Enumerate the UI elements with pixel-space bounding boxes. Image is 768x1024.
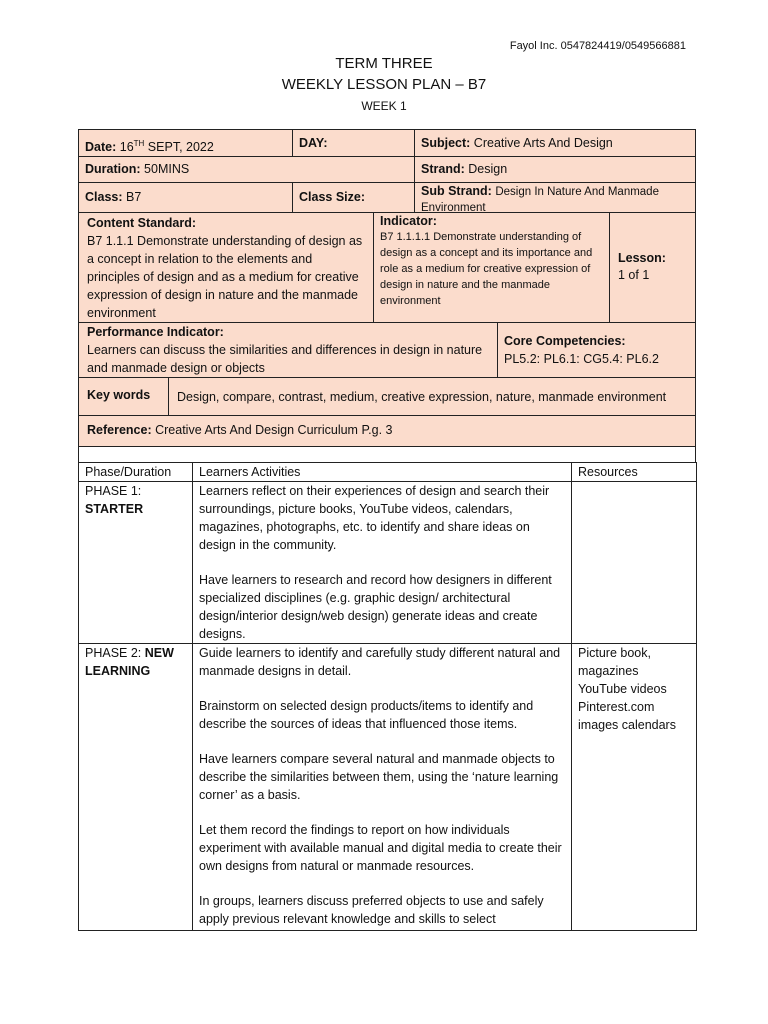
class-label: Class:	[85, 190, 123, 204]
keywords-value: Design, compare, contrast, medium, creative expression, nature, manmade environment	[177, 390, 667, 404]
week-label: WEEK 1	[361, 99, 407, 113]
phase1-resources	[572, 482, 697, 644]
reference-cell	[78, 415, 696, 447]
company-contact: Fayol Inc. 0547824419/0549566881	[509, 40, 686, 52]
date-cell	[78, 129, 293, 157]
content-standard-label: Content Standard:	[87, 216, 197, 230]
phase1-cell	[79, 482, 193, 644]
phase1-activities	[193, 482, 572, 644]
sub-strand-label: Sub Strand:	[421, 184, 492, 198]
strand-cell	[414, 156, 696, 183]
term-title: TERM THREE	[335, 55, 433, 72]
resource-item: magazines	[578, 664, 639, 678]
resource-item: images calendars	[578, 718, 676, 732]
performance-indicator-value: Learners can discuss the similarities and differences in design in nature and manmade design or objects	[87, 343, 483, 375]
sub-strand-cell	[414, 182, 696, 213]
day-label: DAY:	[299, 136, 328, 150]
date-label: Date:	[85, 140, 117, 155]
class-size-label: Class Size:	[299, 190, 366, 204]
keywords-value-cell	[168, 377, 696, 416]
keywords-label: Key words	[87, 388, 151, 402]
duration-label: Duration:	[85, 162, 141, 176]
table-row	[79, 644, 697, 931]
header-learners-activities: Learners Activities	[193, 463, 572, 482]
core-competencies-value: PL5.2: PL6.1: CG5.4: PL6.2	[504, 352, 659, 366]
header-resources: Resources	[572, 463, 697, 482]
phase1-name: STARTER	[85, 502, 144, 516]
date-day: 16	[119, 140, 134, 155]
reference-label: Reference:	[87, 423, 152, 437]
header-phase-duration: Phase/Duration	[79, 463, 193, 482]
phase1-prefix: PHASE 1:	[85, 484, 142, 498]
phase2-resources	[572, 644, 697, 931]
activity-paragraph: Have learners compare several natural and manmade objects to describe the similarities between them, using the ‘nature learning corner’ as a basis.	[199, 752, 559, 802]
resource-item: YouTube videos	[578, 682, 667, 696]
strand-label: Strand:	[421, 162, 465, 176]
lesson-label: Lesson:	[618, 251, 666, 265]
subject-cell	[414, 129, 696, 157]
class-value: B7	[126, 190, 142, 204]
subject-value: Creative Arts And Design	[473, 136, 613, 150]
content-standard-cell	[78, 212, 374, 323]
activity-paragraph: Brainstorm on selected design products/items to identify and describe the sources of ideas that influenced those items.	[199, 699, 534, 731]
core-competencies-label: Core Competencies:	[504, 334, 626, 348]
lesson-value: 1 of 1	[618, 268, 650, 282]
duration-cell	[78, 156, 415, 183]
table-header-row	[79, 463, 697, 482]
table-row	[79, 482, 697, 644]
class-size-cell	[292, 182, 415, 213]
duration-value: 50MINS	[144, 162, 190, 176]
document-header	[0, 54, 768, 116]
sub-strand-value: Design In Nature And Manmade Environment	[421, 186, 659, 214]
activity-paragraph: Let them record the findings to report on how individuals experiment with available manual and digital media to create their own designs from natural or manmade resources.	[199, 823, 562, 873]
phase2-name-2: LEARNING	[85, 664, 151, 678]
date-rest: SEPT, 2022	[144, 140, 214, 155]
lesson-phases-table	[78, 462, 697, 931]
spacer-row	[78, 446, 696, 463]
keywords-label-cell	[78, 377, 169, 416]
date-suffix: TH	[133, 139, 145, 148]
indicator-label: Indicator:	[380, 214, 437, 228]
strand-value: Design	[468, 162, 508, 176]
indicator-value: B7 1.1.1.1 Demonstrate understanding of design as a concept and its importance and role as a medium for creative expression of design in nature and the manmade environment	[380, 231, 593, 307]
resource-item: Pinterest.com	[578, 700, 655, 714]
activity-paragraph: In groups, learners discuss preferred objects to use and safely apply previous relevant knowledge and skills to select	[199, 894, 544, 926]
activity-paragraph: Learners reflect on their experiences of design and search their surroundings, picture books, YouTube videos, calendars, magazines, photographs, etc. to identify and share ideas on design in the community.	[199, 484, 550, 552]
performance-indicator-label: Performance Indicator:	[87, 325, 224, 339]
indicator-cell	[373, 212, 610, 323]
phase2-cell	[79, 644, 193, 931]
resource-item: Picture book,	[578, 646, 651, 660]
activity-paragraph: Have learners to research and record how designers in different specialized disciplines (e.g. graphic design/ architectural design/interior design/web design) generate ideas and create designs.	[199, 573, 552, 641]
content-standard-value: B7 1.1.1 Demonstrate understanding of design as a concept in relation to the elements and principles of design and as a medium for creative expression of design in nature and the manmade environment	[87, 234, 363, 320]
activity-paragraph: Guide learners to identify and carefully study different natural and manmade designs in detail.	[199, 646, 561, 678]
phase2-activities	[193, 644, 572, 931]
phase2-prefix: PHASE 2:	[85, 646, 142, 660]
core-competencies-cell	[497, 322, 696, 378]
class-cell	[78, 182, 293, 213]
performance-indicator-cell	[78, 322, 498, 378]
lesson-cell	[609, 212, 696, 323]
subject-label: Subject:	[421, 136, 471, 150]
plan-title: WEEKLY LESSON PLAN – B7	[281, 76, 487, 93]
day-cell	[292, 129, 415, 157]
phase2-name-1: NEW	[144, 646, 174, 660]
reference-value: Creative Arts And Design Curriculum P.g. 3	[155, 423, 393, 437]
